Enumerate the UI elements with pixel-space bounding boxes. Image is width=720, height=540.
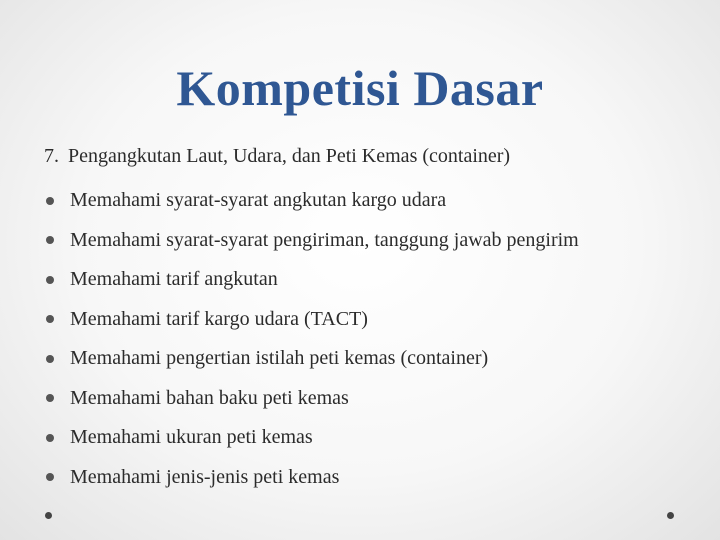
competency-list [44,181,579,497]
bullet-icon [46,434,54,442]
list-item [44,379,579,419]
bullet-icon [46,394,54,402]
list-item-text: Memahami ukuran peti kemas [70,426,313,449]
section-heading-text: Pengangkutan Laut, Udara, dan Peti Kemas (container) [68,145,511,167]
bullet-icon [46,473,54,481]
list-item [44,221,579,261]
bullet-icon [46,276,54,284]
bullet-icon [46,315,54,323]
bullet-icon [46,355,54,363]
section-heading [44,143,510,169]
list-item-text: Memahami tarif angkutan [70,268,278,291]
bullet-icon [46,197,54,205]
list-item-text: Memahami jenis-jenis peti kemas [70,465,340,488]
slide-title: Kompetisi Dasar [176,60,544,116]
bullet-icon [46,236,54,244]
list-item-text: Memahami tarif kargo udara (TACT) [70,307,368,330]
list-item [44,418,579,458]
list-item [44,181,579,221]
list-item [44,458,579,498]
list-item-text: Memahami syarat-syarat angkutan kargo udara [70,189,447,212]
list-item-text: Memahami bahan baku peti kemas [70,386,349,409]
list-item-text: Memahami syarat-syarat pengiriman, tanggung jawab pengirim [70,228,579,251]
left-corner-dot-icon [45,512,52,519]
list-item [44,300,579,340]
list-item [44,339,579,379]
section-number: 7. [44,145,59,167]
list-item-text: Memahami pengertian istilah peti kemas (container) [70,347,489,370]
list-item [44,260,579,300]
right-corner-dot-icon [667,512,674,519]
